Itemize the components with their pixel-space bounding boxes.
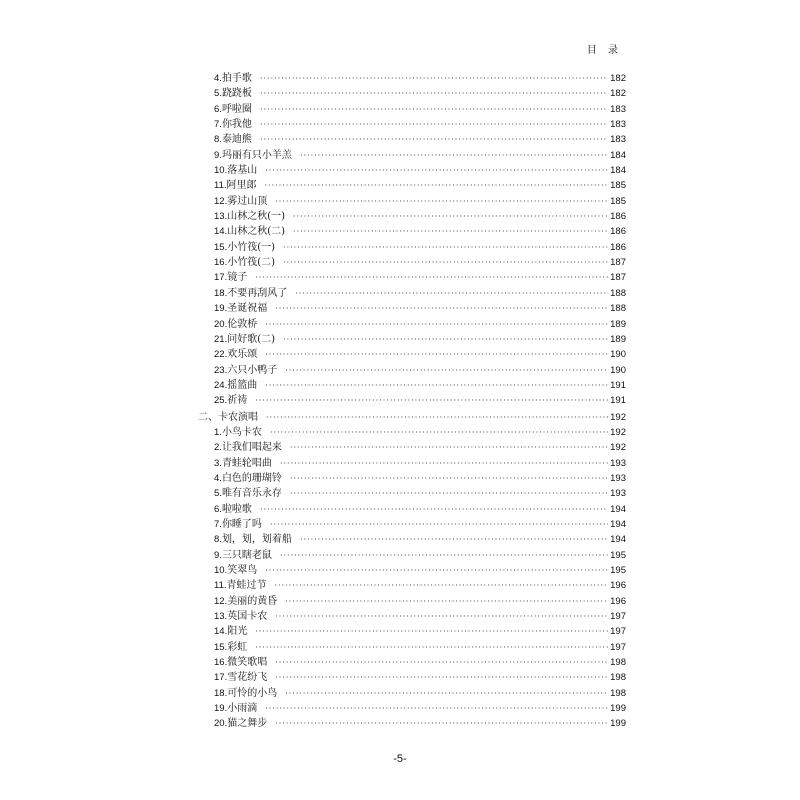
- dot-leader: [265, 378, 608, 393]
- section-page-number: 192: [610, 411, 626, 423]
- toc-entry: [198, 178, 626, 193]
- entry-title: 欢乐颂: [227, 349, 258, 361]
- entry-page-number: 189: [610, 318, 626, 330]
- entry-title: 英国卡农: [227, 611, 268, 623]
- entry-number: 9.: [214, 149, 222, 161]
- entry-page-number: 188: [610, 287, 626, 299]
- entry-number: 16.: [214, 657, 228, 669]
- dot-leader: [270, 425, 608, 440]
- entry-title: 你我他: [221, 119, 252, 131]
- entry-number: 12.: [214, 595, 228, 607]
- toc-entry: [198, 194, 626, 209]
- entry-number: 1.: [214, 426, 222, 438]
- entry-title: 拍手歌: [221, 73, 252, 84]
- entry-page-number: 188: [610, 303, 626, 315]
- dot-leader: [295, 286, 608, 301]
- toc-entry: [198, 148, 626, 163]
- toc-entry: [198, 71, 626, 86]
- entry-title: 猫之舞步: [227, 718, 268, 730]
- toc-entry: [198, 578, 626, 593]
- entry-number: 4.: [214, 73, 222, 84]
- toc-entry: [198, 255, 626, 270]
- entry-number: 18.: [214, 287, 228, 299]
- entry-title: 伦敦桥: [227, 318, 258, 330]
- entry-page-number: 184: [610, 165, 626, 177]
- entry-page-number: 193: [610, 472, 626, 484]
- entry-page-number: 199: [610, 718, 626, 730]
- entry-page-number: 191: [610, 395, 626, 407]
- entry-page-number: 185: [610, 180, 626, 192]
- dot-leader: [265, 178, 608, 193]
- entry-page-number: 196: [610, 580, 626, 592]
- page-number-footer: -5-: [393, 753, 407, 765]
- toc-group-2: [198, 425, 626, 732]
- entry-page-number: 183: [610, 119, 626, 131]
- entry-number: 8.: [214, 134, 222, 146]
- dot-leader: [283, 332, 608, 347]
- entry-page-number: 182: [610, 88, 626, 100]
- entry-page-number: 187: [610, 257, 626, 269]
- entry-title: 青蛙轮唱曲: [221, 457, 272, 469]
- dot-leader: [275, 670, 608, 685]
- entry-title: 六只小鸭子: [227, 364, 278, 376]
- entry-title: 玛丽有只小羊羔: [221, 149, 292, 161]
- toc-entry: [198, 117, 626, 132]
- entry-number: 2.: [214, 442, 222, 454]
- dot-leader: [283, 240, 608, 255]
- entry-title: 跷跷板: [221, 88, 252, 100]
- entry-title: 白色的珊瑚铃: [221, 472, 282, 484]
- entry-number: 21.: [214, 333, 228, 345]
- entry-page-number: 198: [610, 657, 626, 669]
- dot-leader: [275, 716, 608, 731]
- dot-leader: [280, 548, 608, 563]
- entry-number: 5.: [214, 88, 222, 100]
- toc-entry: [198, 670, 626, 685]
- entry-page-number: 196: [610, 595, 626, 607]
- dot-leader: [300, 532, 608, 547]
- toc-entry: [198, 471, 626, 486]
- dot-leader: [255, 640, 608, 655]
- entry-page-number: 195: [610, 549, 626, 561]
- toc-entry: [198, 301, 626, 316]
- toc-entry: [198, 624, 626, 639]
- entry-number: 23.: [214, 364, 228, 376]
- entry-number: 18.: [214, 687, 228, 699]
- dot-leader: [265, 347, 608, 362]
- entry-number: 14.: [214, 226, 228, 238]
- dot-leader: [260, 117, 608, 132]
- entry-page-number: 191: [610, 379, 626, 391]
- entry-page-number: 185: [610, 195, 626, 207]
- entry-title: 划，划，划着船: [221, 534, 292, 546]
- entry-page-number: 190: [610, 364, 626, 376]
- entry-title: 雾过山顶: [227, 195, 268, 207]
- entry-title: 祈祷: [227, 395, 248, 407]
- toc-entry: [198, 347, 626, 362]
- entry-title: 山林之秋(一): [227, 211, 286, 223]
- dot-leader: [275, 194, 608, 209]
- entry-page-number: 186: [610, 241, 626, 253]
- dot-leader: [270, 517, 608, 532]
- entry-page-number: 184: [610, 149, 626, 161]
- dot-leader: [275, 609, 608, 624]
- dot-leader: [260, 502, 608, 517]
- entry-number: 17.: [214, 272, 228, 284]
- toc-entry: [198, 563, 626, 578]
- entry-title: 问好歌(二): [227, 333, 276, 345]
- toc-entry: [198, 486, 626, 501]
- entry-number: 4.: [214, 472, 222, 484]
- toc-entry: [198, 655, 626, 670]
- entry-number: 19.: [214, 703, 228, 715]
- entry-page-number: 197: [610, 611, 626, 623]
- table-of-contents: [198, 71, 626, 732]
- entry-title: 呼啦圈: [221, 103, 252, 115]
- entry-title: 落基山: [227, 165, 258, 177]
- toc-entry: [198, 393, 626, 408]
- entry-page-number: 182: [610, 73, 626, 84]
- entry-title: 不要再刮风了: [227, 287, 288, 299]
- entry-title: 圣诞祝福: [227, 303, 268, 315]
- entry-title: 小竹筏(一): [227, 241, 276, 253]
- toc-entry: [198, 532, 626, 547]
- toc-section-heading: [198, 410, 626, 425]
- toc-entry: [198, 640, 626, 655]
- entry-title: 微笑歌唱: [227, 657, 268, 669]
- entry-page-number: 186: [610, 226, 626, 238]
- entry-title: 啦啦歌: [221, 503, 252, 515]
- entry-page-number: 199: [610, 703, 626, 715]
- entry-number: 10.: [214, 165, 228, 177]
- entry-number: 6.: [214, 503, 222, 515]
- entry-page-number: 187: [610, 272, 626, 284]
- toc-entry: [198, 270, 626, 285]
- entry-page-number: 189: [610, 333, 626, 345]
- dot-leader: [290, 486, 608, 501]
- toc-entry: [198, 701, 626, 716]
- dot-leader: [283, 255, 608, 270]
- toc-entry: [198, 716, 626, 731]
- dot-leader: [255, 270, 608, 285]
- entry-number: 24.: [214, 379, 228, 391]
- entry-title: 山林之秋(二): [227, 226, 286, 238]
- entry-number: 8.: [214, 534, 222, 546]
- dot-leader: [255, 393, 608, 408]
- entry-title: 青蛙过节: [226, 580, 267, 592]
- dot-leader: [285, 363, 608, 378]
- entry-number: 15.: [214, 241, 228, 253]
- entry-page-number: 192: [610, 426, 626, 438]
- entry-title: 小竹筏(二): [227, 257, 276, 269]
- dot-leader: [290, 440, 608, 455]
- dot-leader: [293, 209, 608, 224]
- entry-page-number: 192: [610, 442, 626, 454]
- entry-page-number: 194: [610, 534, 626, 546]
- toc-entry: [198, 517, 626, 532]
- dot-leader: [280, 456, 608, 471]
- entry-title: 泰迪熊: [221, 134, 252, 146]
- dot-leader: [275, 578, 608, 593]
- toc-entry: [198, 609, 626, 624]
- entry-page-number: 194: [610, 503, 626, 515]
- entry-page-number: 197: [610, 626, 626, 638]
- entry-number: 7.: [214, 119, 222, 131]
- entry-number: 22.: [214, 349, 228, 361]
- toc-entry: [198, 332, 626, 347]
- toc-entry: [198, 224, 626, 239]
- toc-entry: [198, 456, 626, 471]
- entry-title: 唯有音乐永存: [221, 488, 282, 500]
- dot-leader: [265, 701, 608, 716]
- entry-number: 11.: [214, 580, 227, 592]
- entry-page-number: 197: [610, 641, 626, 653]
- entry-number: 7.: [214, 518, 222, 530]
- entry-number: 6.: [214, 103, 222, 115]
- entry-number: 5.: [214, 488, 222, 500]
- page-header: 目 录: [586, 45, 622, 56]
- entry-page-number: 198: [610, 687, 626, 699]
- entry-number: 10.: [214, 565, 228, 576]
- entry-title: 小鸟卡农: [221, 426, 262, 438]
- dot-leader: [285, 594, 608, 609]
- entry-number: 20.: [214, 718, 228, 730]
- entry-number: 3.: [214, 457, 222, 469]
- entry-page-number: 193: [610, 457, 626, 469]
- entry-number: 9.: [214, 549, 222, 561]
- dot-leader: [300, 148, 608, 163]
- entry-number: 11.: [214, 180, 227, 192]
- entry-number: 20.: [214, 318, 228, 330]
- toc-entry: [198, 425, 626, 440]
- entry-title: 三只瞎老鼠: [221, 549, 272, 561]
- toc-entry: [198, 363, 626, 378]
- dot-leader: [275, 655, 608, 670]
- entry-title: 彩虹: [227, 641, 248, 653]
- toc-entry: [198, 594, 626, 609]
- entry-number: 13.: [214, 211, 228, 223]
- toc-entry: [198, 163, 626, 178]
- entry-title: 雪花纷飞: [227, 672, 268, 684]
- dot-leader: [275, 301, 608, 316]
- dot-leader: [265, 563, 608, 578]
- toc-entry: [198, 502, 626, 517]
- toc-group-1: [198, 71, 626, 409]
- entry-page-number: 190: [610, 349, 626, 361]
- entry-number: 15.: [214, 641, 228, 653]
- toc-entry: [198, 102, 626, 117]
- entry-title: 美丽的黄昏: [227, 595, 278, 607]
- toc-entry: [198, 317, 626, 332]
- toc-entry: [198, 440, 626, 455]
- entry-number: 12.: [214, 195, 228, 207]
- dot-leader: [260, 86, 608, 101]
- dot-leader: [266, 410, 608, 425]
- entry-number: 19.: [214, 303, 228, 315]
- dot-leader: [265, 317, 608, 332]
- entry-title: 可怜的小鸟: [227, 687, 278, 699]
- entry-page-number: 193: [610, 488, 626, 500]
- entry-number: 17.: [214, 672, 228, 684]
- toc-entry: [198, 378, 626, 393]
- toc-entry: [198, 209, 626, 224]
- entry-title: 摇篮曲: [227, 379, 258, 391]
- entry-title: 你睡了吗: [221, 518, 262, 530]
- dot-leader: [265, 163, 608, 178]
- entry-page-number: 198: [610, 672, 626, 684]
- entry-number: 14.: [214, 626, 228, 638]
- entry-number: 16.: [214, 257, 228, 269]
- entry-page-number: 183: [610, 134, 626, 146]
- entry-title: 小雨滴: [227, 703, 258, 715]
- dot-leader: [260, 102, 608, 117]
- entry-page-number: 183: [610, 103, 626, 115]
- entry-page-number: 195: [610, 565, 626, 576]
- entry-page-number: 194: [610, 518, 626, 530]
- dot-leader: [255, 624, 608, 639]
- toc-entry: [198, 86, 626, 101]
- entry-number: 25.: [214, 395, 228, 407]
- dot-leader: [293, 224, 608, 239]
- toc-entry: [198, 132, 626, 147]
- dot-leader: [285, 686, 608, 701]
- entry-number: 13.: [214, 611, 228, 623]
- toc-entry: [198, 240, 626, 255]
- dot-leader: [260, 132, 608, 147]
- entry-title: 让我们唱起来: [221, 442, 282, 454]
- entry-title: 镜子: [227, 272, 248, 284]
- entry-title: 阿里郎: [226, 180, 257, 192]
- section-title: 二、卡农演唱: [198, 411, 258, 423]
- entry-title: 阳光: [227, 626, 248, 638]
- dot-leader: [290, 471, 608, 486]
- toc-entry: [198, 286, 626, 301]
- toc-entry: [198, 686, 626, 701]
- toc-entry: [198, 548, 626, 563]
- dot-leader: [260, 71, 608, 86]
- entry-title: 笑翠鸟: [227, 565, 258, 576]
- entry-page-number: 186: [610, 211, 626, 223]
